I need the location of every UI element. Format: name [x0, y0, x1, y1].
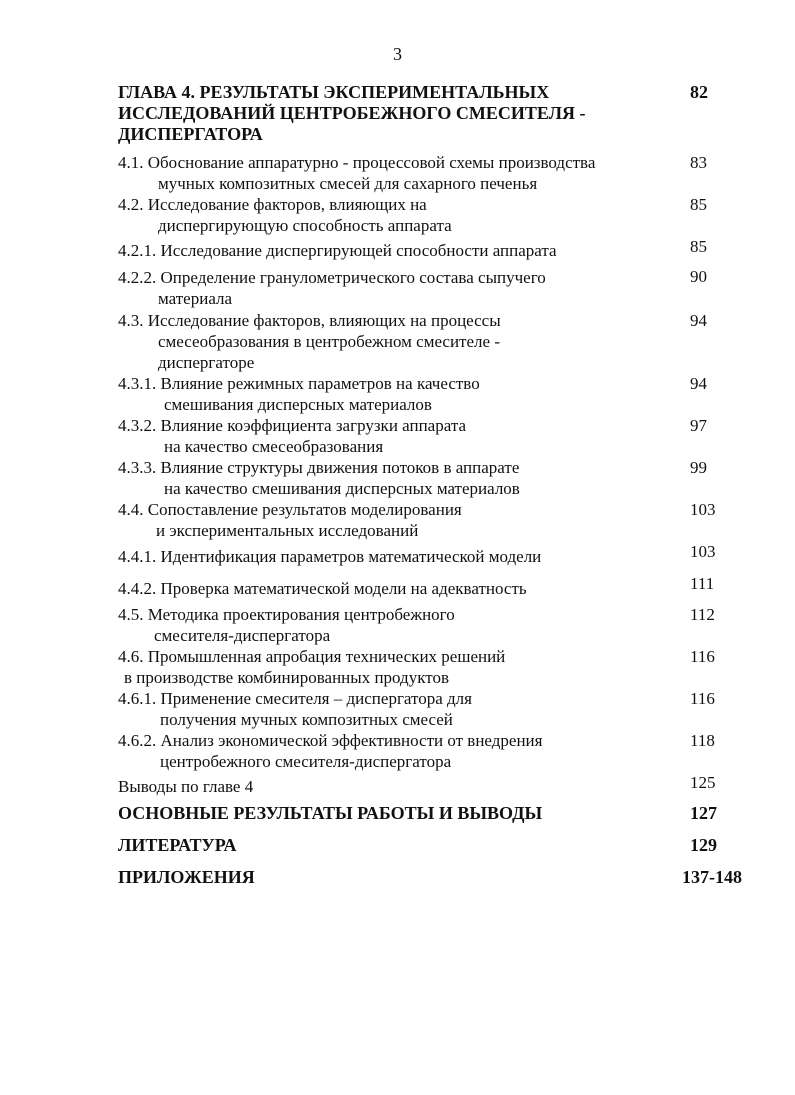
- toc-entry-line: 4.6.2. Анализ экономической эффективности от внедрения: [118, 731, 543, 750]
- toc-entry-title: [118, 457, 520, 499]
- toc-entry-page: 127: [690, 803, 717, 823]
- toc-entry-title: [118, 152, 595, 194]
- toc-entry-line: 4.3.1. Влияние режимных параметров на качество: [118, 374, 480, 393]
- toc-entry-line: Выводы по главе 4: [118, 777, 254, 796]
- toc-entry-title: [118, 803, 542, 824]
- toc-entry-line: материала: [158, 289, 233, 308]
- toc-entry-title: [118, 499, 462, 541]
- toc-entry-line: ПРИЛОЖЕНИЯ: [118, 867, 255, 887]
- toc-entry-line: получения мучных композитных смесей: [160, 710, 453, 729]
- toc-entry-page: 103: [690, 542, 716, 561]
- toc-entry-page: 94: [690, 311, 707, 330]
- toc-entry-line: диспергирующую способность аппарата: [158, 216, 452, 235]
- toc-entry-line: на качество смешивания дисперсных материалов: [164, 479, 520, 498]
- toc-entry-page: 137-148: [682, 867, 742, 887]
- toc-entry-page: 125: [690, 773, 716, 792]
- toc-entry-page: 112: [690, 605, 715, 624]
- toc-entry-title: [118, 415, 466, 457]
- toc-entry-title: [118, 578, 527, 599]
- toc-entry-title: [118, 646, 505, 688]
- toc-entry-line: ОСНОВНЫЕ РЕЗУЛЬТАТЫ РАБОТЫ И ВЫВОДЫ: [118, 803, 543, 823]
- toc-entry-line: 4.5. Методика проектирования центробежного: [118, 605, 455, 624]
- toc-entry-title: [118, 310, 501, 373]
- toc-entry-page: 85: [690, 195, 707, 214]
- toc-entry-page: 82: [690, 82, 708, 102]
- toc-entry-title: [118, 688, 472, 730]
- toc-entry-line: на качество смесеобразования: [164, 437, 384, 456]
- toc-entry-line: 4.3.3. Влияние структуры движения потоков в аппарате: [118, 458, 520, 477]
- toc-entry-line: 4.4. Сопоставление результатов моделирования: [118, 500, 462, 519]
- toc-entry-title: [118, 267, 546, 309]
- toc-entry-page: 90: [690, 267, 707, 286]
- toc-entry-line: смесителя-диспергатора: [154, 626, 331, 645]
- toc-entry-line: ГЛАВА 4. РЕЗУЛЬТАТЫ ЭКСПЕРИМЕНТАЛЬНЫХ: [118, 82, 550, 102]
- toc-entry-page: 83: [690, 153, 707, 172]
- toc-entry-page: 111: [690, 574, 715, 593]
- toc-entry-line: смешивания дисперсных материалов: [164, 395, 432, 414]
- toc-entry-page: 116: [690, 689, 715, 708]
- toc-entry-title: [118, 194, 452, 236]
- toc-entry-page: 97: [690, 416, 707, 435]
- toc-entry-line: ДИСПЕРГАТОРА: [118, 124, 263, 144]
- toc-entry-title: [118, 546, 541, 567]
- toc-entry-page: 103: [690, 500, 716, 519]
- toc-entry-line: диспергаторе: [158, 353, 255, 372]
- toc-entry-line: и экспериментальных исследований: [156, 521, 419, 540]
- toc-entry-line: 4.6. Промышленная апробация технических решений: [118, 647, 506, 666]
- toc-entry-line: 4.1. Обоснование аппаратурно - процессовой схемы производства: [118, 153, 596, 172]
- page-number: 3: [393, 44, 402, 64]
- toc-entry-title: [118, 867, 255, 888]
- toc-entry-line: 4.4.1. Идентификация параметров математической модели: [118, 547, 542, 566]
- toc-entry-page: 116: [690, 647, 715, 666]
- toc-entry-title: [118, 373, 480, 415]
- toc-entry-line: в производстве комбинированных продуктов: [124, 668, 449, 687]
- toc-entry-line: ЛИТЕРАТУРА: [118, 835, 237, 855]
- toc-entry-line: 4.2.2. Определение гранулометрического состава сыпучего: [118, 268, 546, 287]
- toc-entry-line: центробежного смесителя-диспергатора: [160, 752, 452, 771]
- toc-entry-page: 118: [690, 731, 715, 750]
- toc-entry-title: [118, 776, 253, 797]
- toc-entry-line: ИССЛЕДОВАНИЙ ЦЕНТРОБЕЖНОГО СМЕСИТЕЛЯ -: [118, 103, 586, 123]
- toc-entry-title: [118, 82, 586, 145]
- toc-entry-line: 4.3.2. Влияние коэффициента загрузки аппарата: [118, 416, 467, 435]
- toc-entry-title: [118, 240, 557, 261]
- toc-entry-line: 4.3. Исследование факторов, влияющих на процессы: [118, 311, 501, 330]
- toc-entry-title: [118, 835, 236, 856]
- toc-entry-page: 129: [690, 835, 717, 855]
- toc-entry-line: 4.2. Исследование факторов, влияющих на: [118, 195, 427, 214]
- toc-entry-title: [118, 730, 542, 772]
- toc-entry-line: смесеобразования в центробежном смесителе -: [158, 332, 500, 351]
- toc-entry-page: 94: [690, 374, 707, 393]
- toc-entry-title: [118, 604, 455, 646]
- toc-entry-page: 85: [690, 237, 707, 256]
- toc-entry-line: мучных композитных смесей для сахарного печенья: [158, 174, 538, 193]
- toc-entry-line: 4.6.1. Применение смесителя – диспергатора для: [118, 689, 472, 708]
- toc-entry-page: 99: [690, 458, 707, 477]
- toc-entry-line: 4.2.1. Исследование диспергирующей способности аппарата: [118, 241, 557, 260]
- toc-entry-line: 4.4.2. Проверка математической модели на адекватность: [118, 579, 527, 598]
